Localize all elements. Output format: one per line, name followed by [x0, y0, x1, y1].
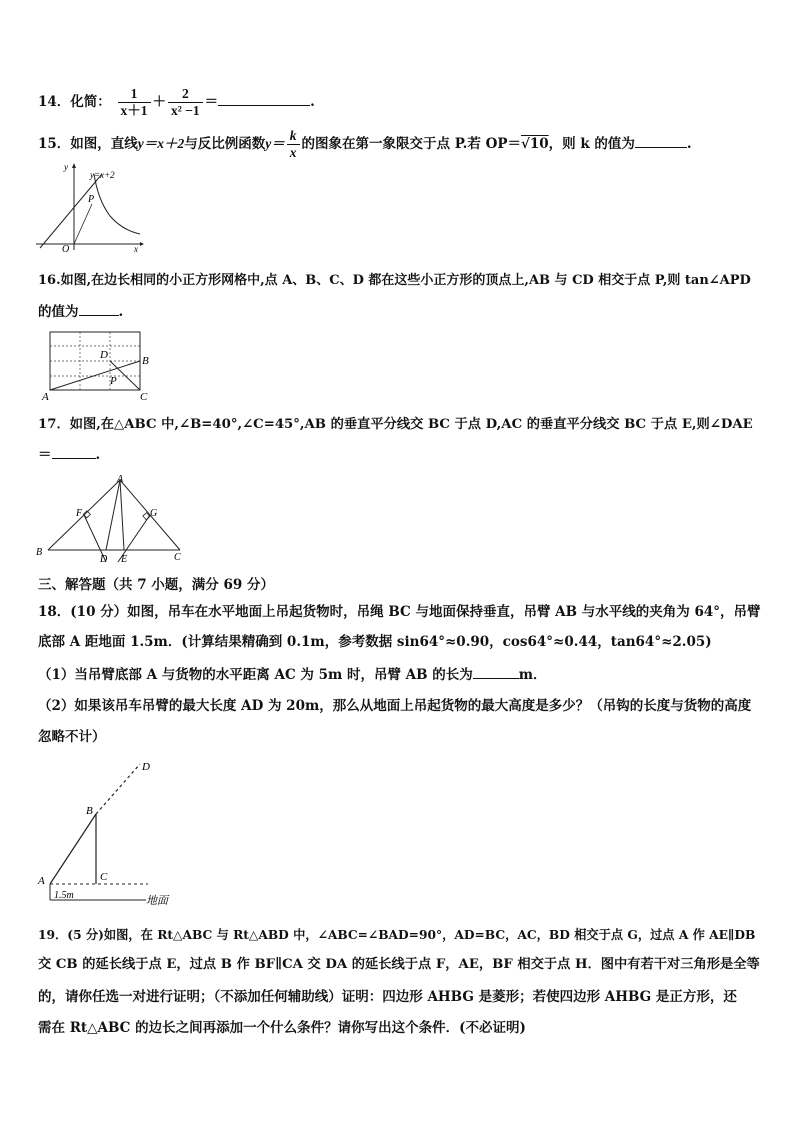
q15-label-y: y [64, 162, 68, 172]
q18-label-a: A [38, 875, 45, 887]
q15-fraction [287, 128, 300, 161]
q14-end: . [310, 94, 315, 110]
q15-line-equation: y＝x＋2 [137, 136, 185, 151]
q17-label-b: B [36, 547, 43, 558]
q15-y-arrow-icon [72, 163, 76, 168]
q17-label-e: E [121, 554, 128, 565]
q17-label-g: G [150, 508, 158, 519]
q19-line-3: 的，请你任选一对进行证明；（不添加任何辅助线）证明：四边形 AHBG 是菱形；若使四边形 AHBG 是正方形，还 [38, 989, 737, 1005]
q18-height-label: 1.5m [54, 890, 74, 901]
q16-line2-text: 的值为 [38, 304, 79, 320]
section-3-heading: 三、解答题（共 7 小题，满分 69 分） [38, 577, 274, 593]
q17-line-2 [38, 446, 100, 464]
q14-frac1-denominator: x＋1 [120, 103, 148, 118]
q18-ground-label: 地面 [146, 894, 168, 907]
q14-answer-blank [218, 93, 310, 106]
q16-answer-blank [79, 303, 119, 316]
q14-plus: ＋ [152, 94, 166, 110]
q15-label-x: x [134, 244, 138, 252]
q15-hyperbola [94, 174, 140, 234]
q17-label-a: A [117, 474, 124, 485]
q18-part1-text: （1）当吊臂底部 A 与货物的水平距离 AC 为 5m 时，吊臂 AB 的长为 [38, 667, 473, 683]
q15-label-p: P [88, 194, 95, 205]
q17-answer-blank [52, 446, 96, 459]
q15-line-label: y=x+2 [90, 170, 115, 180]
q19-line-4: 需在 Rt△ABC 的边长之间再添加一个什么条件？请你写出这个条件．(不必证明) [38, 1020, 526, 1036]
q18-part-2-line-2: 忽略不计） [38, 729, 106, 745]
q18-label-b: B [86, 805, 93, 817]
q15-suffix-b: ，则 k 的值为 [548, 136, 635, 152]
q17-label-d: D [100, 554, 108, 565]
q18-label-c: C [100, 871, 108, 883]
q17-segment-ae [120, 480, 124, 550]
q18-label-d: D [142, 761, 150, 773]
q15-end: . [686, 136, 692, 152]
q18-part-1 [38, 666, 547, 684]
q17-figure [34, 470, 194, 566]
q18-part1-unit: m． [518, 667, 547, 683]
q16-segment-ab [50, 361, 140, 390]
q17-segment-ad [106, 480, 120, 550]
q16-line-1: 16.如图,在边长相同的小正方形网格中,点 A、B、C、D 都在这些小正方形的顶点上,AB 与 CD 相交于点 P,则 tan∠APD [38, 273, 751, 288]
q15-segment-op [74, 204, 92, 244]
q15-frac-denominator: x [289, 145, 297, 160]
q15-x-arrow-icon [140, 242, 144, 246]
q15-eq2-lhs: y＝ [265, 136, 285, 151]
q14-fraction-1 [118, 86, 151, 119]
q19-line-2: 交 CB 的延长线于点 E，过点 B 作 BF∥CA 交 DA 的延长线于点 F，AE，BF 相交于点 H．图中有若干对三角形是全等 [38, 957, 760, 972]
q15-suffix-a: 的图象在第一象限交于点 P.若 OP＝ [301, 136, 521, 152]
q16-line-2 [38, 303, 123, 321]
q19-line-1: 19．(5 分)如图，在 Rt△ABC 与 Rt△ABD 中，∠ABC=∠BAD=90°，AD=BC，AC，BD 相交于点 G，过点 A 作 AE∥DB [38, 927, 756, 942]
q18-part-2-line-1: （2）如果该吊车吊臂的最大长度 AD 为 20m，那么从地面上吊起货物的最大高度是多少？（吊钩的长度与货物的高度 [38, 698, 752, 714]
q14-fraction-2 [168, 86, 203, 119]
q15-label-o: O [62, 244, 70, 252]
q17-line2-text: ＝ [38, 447, 52, 463]
q18-figure [34, 756, 184, 908]
q16-label-b: B [142, 355, 149, 367]
question-14 [38, 86, 315, 119]
q14-prefix: 14．化简： [38, 94, 111, 110]
q15-figure [36, 160, 146, 252]
q14-frac2-numerator: 2 [168, 86, 203, 103]
q17-label-f: F [76, 508, 83, 519]
q14-equals: ＝ [204, 94, 219, 110]
q16-end: . [118, 304, 124, 320]
q14-frac2-denominator: x² −1 [171, 103, 200, 118]
question-15 [38, 128, 692, 161]
q15-prefix: 15．如图，直线 [38, 136, 138, 152]
q15-frac-numerator: k [287, 128, 300, 145]
q18-arm-ab [50, 814, 96, 884]
q15-answer-blank [635, 135, 687, 148]
q17-end: . [95, 447, 101, 463]
q15-sqrt: √10 [520, 136, 549, 152]
q18-line-2: 底部 A 距地面 1.5m．(计算结果精确到 0.1m，参考数据 sin64°≈0.90，cos64°≈0.44，tan64°≈2.05) [38, 634, 712, 650]
q15-line-graph [40, 174, 102, 248]
q16-label-d: D [100, 349, 108, 361]
q16-label-p: P [110, 375, 117, 387]
q18-line-1: 18．(10 分）如图，吊车在水平地面上吊起货物时，吊绳 BC 与地面保持垂直，吊臂 AB 与水平线的夹角为 64°，吊臂 [38, 604, 761, 620]
q18-arm-extension-bd [96, 764, 140, 814]
q16-label-c: C [140, 391, 148, 402]
q17-label-c: C [174, 552, 181, 563]
q14-frac1-numerator: 1 [118, 86, 151, 103]
q15-mid: 与反比例函数 [184, 136, 266, 152]
q18-answer-blank [473, 666, 519, 679]
q16-label-a: A [42, 391, 49, 402]
q17-line-1: 17．如图,在△ABC 中,∠B=40°,∠C=45°,AB 的垂直平分线交 BC 于点 D,AC 的垂直平分线交 BC 于点 E,则∠DAE [38, 417, 753, 432]
q16-figure [40, 328, 160, 402]
